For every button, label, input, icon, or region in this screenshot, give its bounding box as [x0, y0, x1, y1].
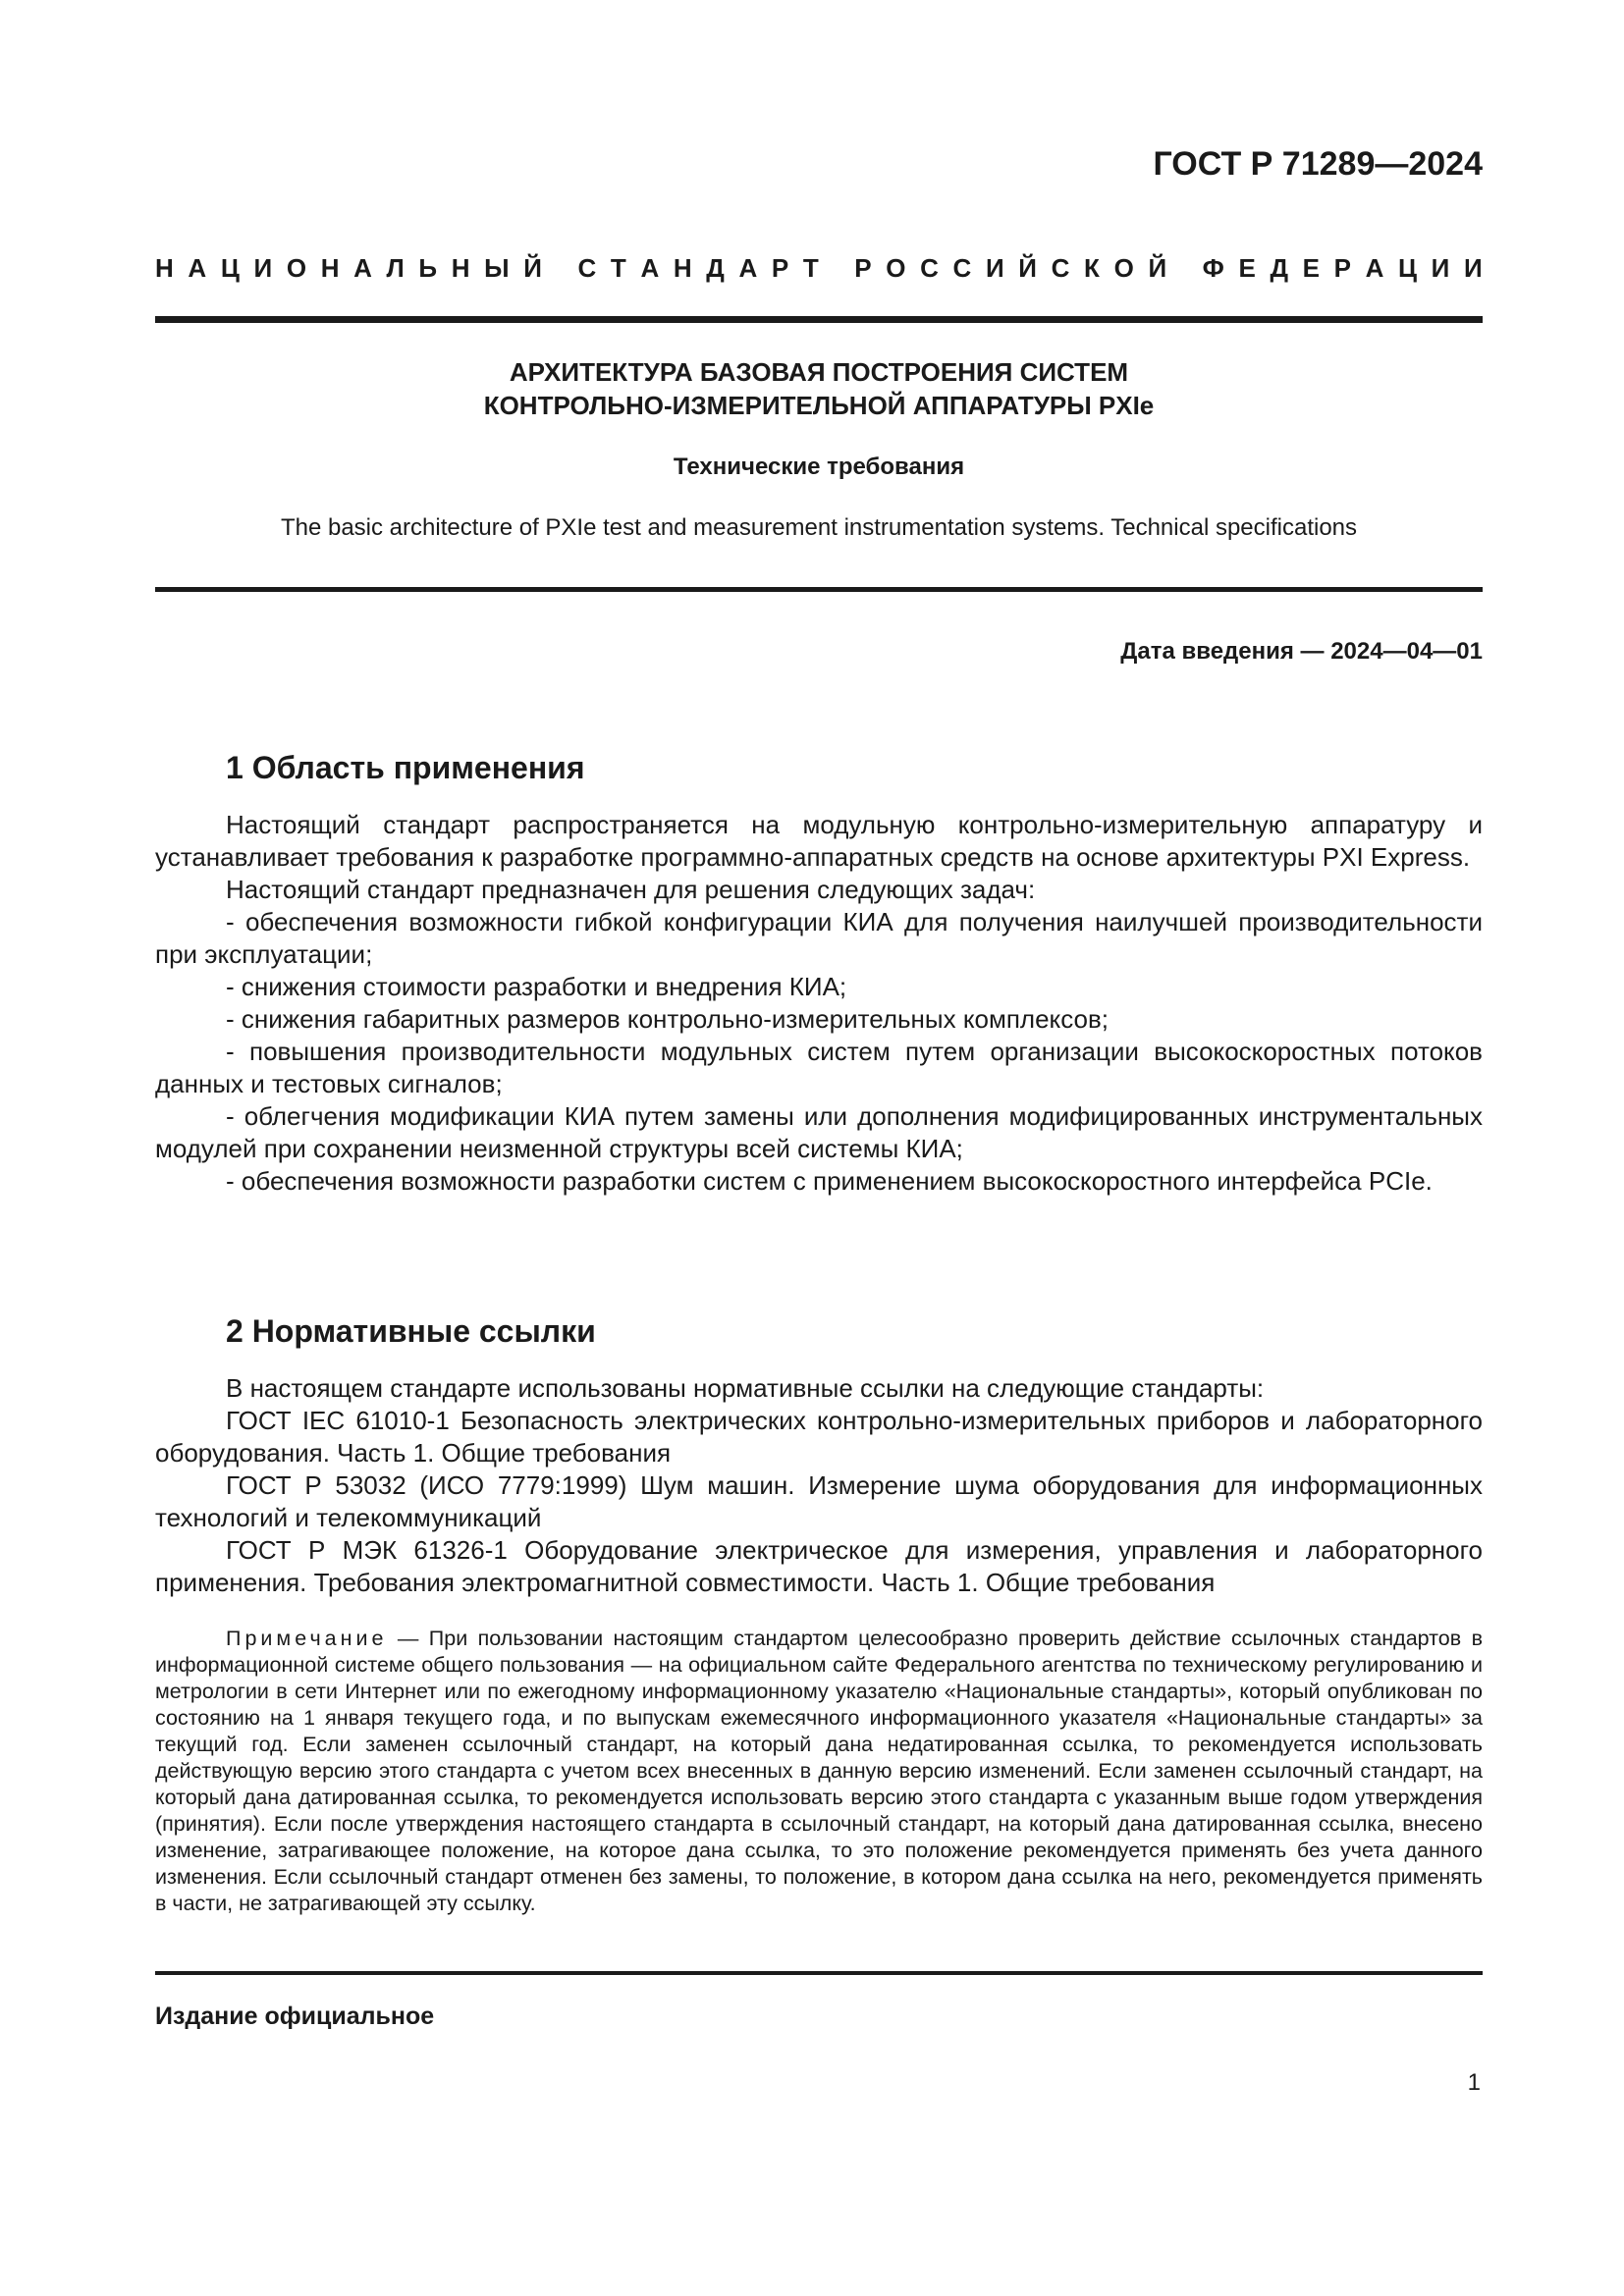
- note-label: Примечание: [226, 1627, 388, 1650]
- banner-letter: С: [952, 253, 972, 283]
- title-line-2: КОНТРОЛЬНО-ИЗМЕРИТЕЛЬНОЙ АППАРАТУРЫ PXIe: [483, 391, 1155, 420]
- banner-gap: [1181, 253, 1188, 284]
- banner-letter: И: [985, 253, 1004, 283]
- edition-label: Издание официальное: [155, 2002, 435, 2030]
- banner-letter: С: [920, 253, 939, 283]
- section-2-body: [155, 1372, 1483, 1599]
- banner-letter: Д: [706, 253, 725, 283]
- list-item: - обеспечения возможности разработки систем с применением высокоскоростного интерфейса PCIe.: [226, 1166, 1433, 1196]
- banner-letter: Й: [523, 253, 542, 283]
- banner-letter: Р: [1333, 253, 1351, 283]
- section-2-heading: 2 Нормативные ссылки: [226, 1313, 596, 1349]
- note-block: [155, 1626, 1483, 1917]
- banner-letter: С: [577, 253, 597, 283]
- list-item: - повышения производительности модульных систем путем организации высокоскоростных потоков данных и тестовых сигналов;: [155, 1037, 1483, 1098]
- banner-letter: Е: [1238, 253, 1256, 283]
- banner-letter: И: [1431, 253, 1450, 283]
- note-paragraph: [155, 1626, 1483, 1917]
- banner-letter: Д: [1270, 253, 1288, 283]
- banner-letter: Т: [610, 253, 626, 283]
- introduction-date: Дата введения — 2024—04—01: [1120, 638, 1483, 665]
- page-number: 1: [1467, 2069, 1481, 2096]
- section-1-body: [155, 809, 1483, 1198]
- title-rule: [155, 587, 1483, 592]
- reference-item: ГОСТ IEC 61010-1 Безопасность электрических контрольно-измерительных приборов и лабораторного оборудования. Часть 1. Общие требования: [155, 1406, 1483, 1468]
- banner-letter: Ц: [1398, 253, 1418, 283]
- section-1-heading: 1 Область применения: [226, 750, 585, 785]
- banner-letter: О: [886, 253, 906, 283]
- banner-letter: К: [1084, 253, 1100, 283]
- document-title: [155, 355, 1483, 422]
- footer-rule: [155, 1971, 1483, 1975]
- banner-letter: О: [1113, 253, 1134, 283]
- banner-letter: О: [286, 253, 307, 283]
- banner-letter: А: [738, 253, 758, 283]
- national-standard-banner: [155, 253, 1483, 284]
- section-2-paragraph-1: В настоящем стандарте использованы нормативные ссылки на следующие стандарты:: [226, 1373, 1265, 1403]
- banner-letter: Н: [451, 253, 470, 283]
- list-item: - обеспечения возможности гибкой конфигурации КИА для получения наилучшей производительности при эксплуатации;: [155, 907, 1483, 969]
- note-text: — При пользовании настоящим стандартом целесообразно проверить действие ссылочных стандартов в информационной системе общего пользования — на официальном сайте Федерального агентства по техническому регулированию и метрологии в сети Интернет или по ежегодному информационному указателю «Национальные стандарты», который опубликован по состоянию на 1 января текущего года, и по выпускам ежемесячного информационного указателя «Национальные стандарты» за текущий год. Если заменен ссылочный стандарт, на который дана недатированная ссылка, то рекомендуется использовать действующую версию этого стандарта с учетом всех внесенных в данную версию изменений. Если заменен ссылочный стандарт, на который дана датированная ссылка, то рекомендуется использовать версию этого стандарта с указанным выше годом утверждения (принятия). Если после утверждения настоящего стандарта в ссылочный стандарт, на который дана датированная ссылка, внесено изменение, затрагивающее положение, на которое дана ссылка, то это положение рекомендуется применять без учета данного изменения. Если ссылочный стандарт отменен без замены, то положение, в котором дана ссылка на него, рекомендуется применять в части, не затрагивающей эту ссылку.: [155, 1627, 1483, 1915]
- english-title: The basic architecture of PXIe test and measurement instrumentation systems. Technical specifications: [280, 514, 1358, 541]
- banner-gap: [557, 253, 564, 284]
- banner-letter: Е: [1302, 253, 1320, 283]
- banner-letter: Ы: [484, 253, 510, 283]
- section-1-paragraph-1: Настоящий стандарт распространяется на модульную контрольно-измерительную аппаратуру и устанавливает требования к разработке программно-аппаратных средств на основе архитектуры PXI Express.: [155, 810, 1483, 872]
- banner-letter: Н: [673, 253, 692, 283]
- banner-letter: А: [188, 253, 207, 283]
- banner-letter: А: [353, 253, 372, 283]
- banner-letter: А: [1365, 253, 1384, 283]
- banner-letter: Р: [771, 253, 789, 283]
- banner-letter: Ф: [1202, 253, 1224, 283]
- banner-letter: А: [640, 253, 660, 283]
- banner-letter: Ь: [418, 253, 438, 283]
- banner-letter: Л: [386, 253, 405, 283]
- banner-letter: Н: [155, 253, 174, 283]
- reference-item: ГОСТ Р 53032 (ИСО 7779:1999) Шум машин. Измерение шума оборудования для информационных технологий и телекоммуникаций: [155, 1470, 1483, 1532]
- banner-letter: Й: [1018, 253, 1037, 283]
- banner-letter: Т: [802, 253, 819, 283]
- banner-letter: Р: [854, 253, 872, 283]
- reference-item: ГОСТ Р МЭК 61326-1 Оборудование электрическое для измерения, управления и лабораторного применения. Требования электромагнитной совместимости. Часть 1. Общие требования: [155, 1535, 1483, 1597]
- top-rule: [155, 316, 1483, 323]
- list-item: - снижения габаритных размеров контрольно-измерительных комплексов;: [226, 1004, 1109, 1034]
- banner-letter: Н: [320, 253, 340, 283]
- banner-gap: [833, 253, 839, 284]
- banner-letter: С: [1051, 253, 1070, 283]
- section-1-paragraph-2: Настоящий стандарт предназначен для решения следующих задач:: [226, 875, 1036, 904]
- title-line-1: АРХИТЕКТУРА БАЗОВАЯ ПОСТРОЕНИЯ СИСТЕМ: [509, 357, 1129, 387]
- banner-letter: И: [1464, 253, 1483, 283]
- banner-letter: Й: [1148, 253, 1167, 283]
- document-subtitle: Технические требования: [673, 454, 965, 480]
- banner-letter: Ц: [220, 253, 240, 283]
- list-item: - облегчения модификации КИА путем замены или дополнения модифицированных инструментальных модулей при сохранении неизменной структуры всей системы КИА;: [155, 1101, 1483, 1163]
- list-item: - снижения стоимости разработки и внедрения КИА;: [226, 972, 847, 1001]
- banner-letter: И: [253, 253, 273, 283]
- document-code: ГОСТ Р 71289—2024: [1153, 145, 1483, 183]
